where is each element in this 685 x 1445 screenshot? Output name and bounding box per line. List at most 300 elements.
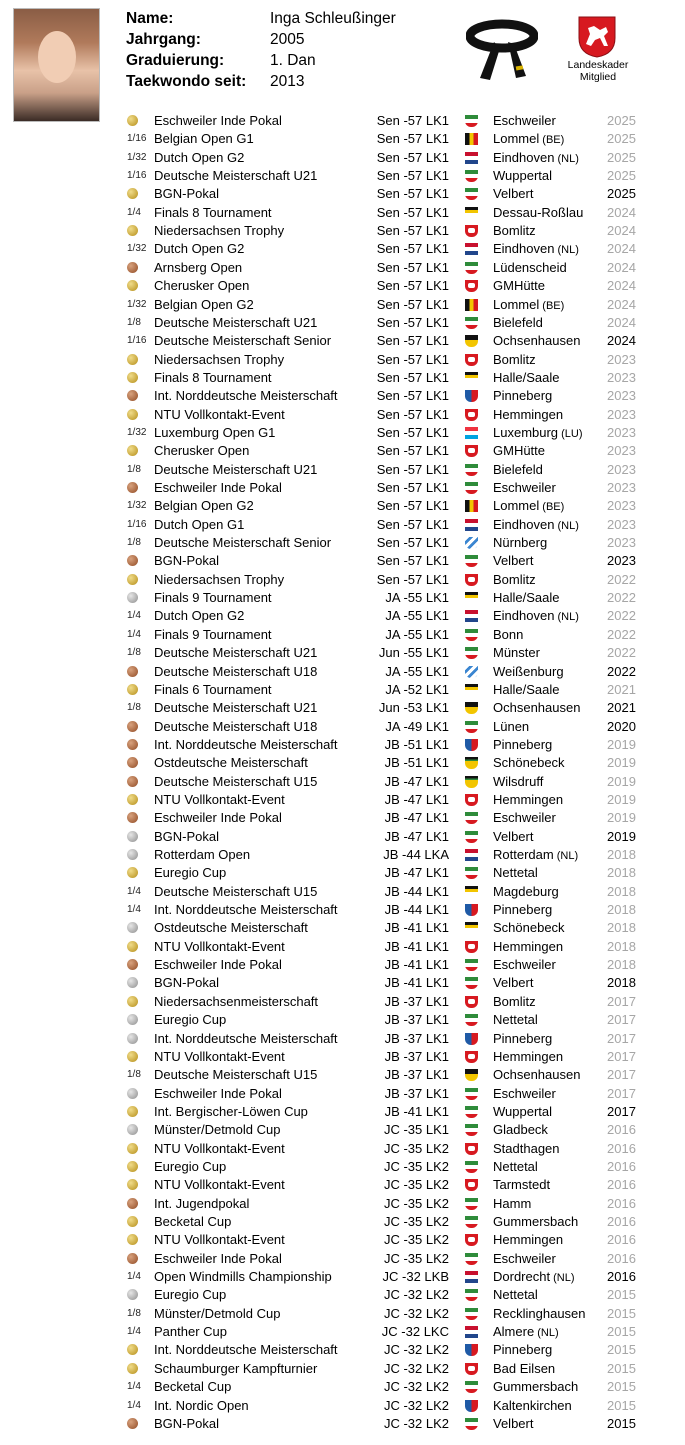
name-value: Inga Schleußinger — [270, 10, 396, 27]
event-name: Münster/Detmold Cup — [154, 1305, 281, 1321]
nds-flag-icon — [465, 354, 478, 366]
nds-flag-icon — [465, 1234, 478, 1246]
since-value: 2013 — [270, 73, 305, 90]
event-name: Deutsche Meisterschaft U15 — [154, 883, 318, 899]
gold-medal-icon — [127, 1179, 138, 1190]
silver-medal-icon — [127, 1289, 138, 1300]
event-city: Dessau-Roßlau — [493, 204, 584, 220]
table-row — [0, 1158, 685, 1176]
event-name: Niedersachsen Trophy — [154, 571, 285, 587]
event-name: Finals 9 Tournament — [154, 626, 272, 642]
event-city: Bonn — [493, 626, 524, 642]
event-city: Lommel (BE) — [493, 296, 565, 312]
weight-class: JC -32 LK2 — [383, 1415, 449, 1431]
event-year: 2016 — [607, 1140, 636, 1156]
table-row — [0, 644, 685, 662]
placement-fraction: 1/4 — [127, 904, 141, 916]
event-year: 2021 — [607, 700, 636, 716]
table-row — [0, 699, 685, 717]
placement-fraction: 1/4 — [127, 1381, 141, 1393]
event-city: Velbert — [493, 1415, 534, 1431]
placement-fraction: 1/4 — [127, 885, 141, 897]
placement-fraction: 1/8 — [127, 647, 141, 659]
table-row — [0, 1213, 685, 1231]
event-year: 2022 — [607, 608, 636, 624]
event-name: Rotterdam Open — [154, 847, 251, 862]
sh-flag-icon — [465, 390, 478, 402]
table-row — [0, 406, 685, 424]
table-row — [0, 424, 685, 442]
event-city: Hamm — [493, 1195, 532, 1211]
nrw-flag-icon — [465, 647, 478, 659]
nds-flag-icon — [465, 225, 478, 237]
event-year: 2023 — [607, 553, 636, 569]
nrw-flag-icon — [465, 482, 478, 494]
event-year: 2023 — [607, 351, 636, 367]
event-name: NTU Vollkontakt-Event — [154, 1140, 285, 1156]
by-flag-icon — [465, 537, 478, 549]
table-row — [0, 222, 685, 240]
event-city: Eschweiler — [493, 113, 556, 128]
sh-flag-icon — [465, 1033, 478, 1045]
nrw-flag-icon — [465, 317, 478, 329]
nrw-flag-icon — [465, 1198, 478, 1210]
event-year: 2018 — [607, 920, 636, 936]
event-city: Dordrecht (NL) — [493, 1269, 575, 1285]
weight-class: JC -32 LKB — [382, 1269, 449, 1285]
event-year: 2016 — [607, 1269, 636, 1285]
event-name: Dutch Open G2 — [154, 149, 245, 165]
bronze-medal-icon — [127, 959, 138, 970]
table-row — [0, 1250, 685, 1268]
event-city: Ochsenhausen — [493, 333, 581, 349]
event-city: Velbert — [493, 553, 534, 569]
event-year: 2022 — [607, 571, 636, 587]
weight-class: JC -35 LK2 — [383, 1214, 449, 1229]
table-row — [0, 277, 685, 295]
event-year: 2024 — [607, 296, 636, 312]
event-name: BGN-Pokal — [154, 1415, 220, 1431]
weight-class: JC -35 LK2 — [383, 1158, 449, 1174]
event-year: 2020 — [607, 718, 636, 734]
bw-flag-icon — [465, 702, 478, 714]
nl-flag-icon — [465, 849, 478, 861]
event-name: Int. Bergischer-Löwen Cup — [154, 1103, 308, 1119]
gold-medal-icon — [127, 188, 138, 199]
weight-class: Jun -53 LK1 — [378, 700, 449, 716]
event-year: 2024 — [607, 314, 636, 330]
event-name: NTU Vollkontakt-Event — [154, 1048, 285, 1064]
weight-class: Sen -57 LK1 — [376, 149, 449, 165]
event-name: NTU Vollkontakt-Event — [154, 938, 285, 954]
event-city: Hemmingen — [493, 791, 564, 807]
event-year: 2023 — [607, 388, 636, 404]
be-flag-icon — [465, 299, 478, 311]
event-city: Bomlitz — [493, 223, 536, 239]
event-year: 2018 — [607, 847, 636, 862]
table-row — [0, 1048, 685, 1066]
table-row — [0, 1121, 685, 1139]
event-city: Eindhoven (NL) — [493, 241, 579, 257]
table-row — [0, 167, 685, 185]
event-year: 2015 — [607, 1324, 636, 1340]
event-name: Deutsche Meisterschaft U21 — [154, 314, 318, 330]
table-row — [0, 626, 685, 644]
event-year: 2023 — [607, 369, 636, 385]
gold-medal-icon — [127, 372, 138, 383]
bw-flag-icon — [465, 335, 478, 347]
event-name: Eschweiler Inde Pokal — [154, 810, 282, 826]
weight-class: Sen -57 LK1 — [376, 480, 449, 495]
weight-class: Sen -57 LK1 — [376, 278, 449, 294]
event-city: Bielefeld — [493, 314, 543, 330]
event-city: Velbert — [493, 975, 534, 991]
event-name: Int. Jugendpokal — [154, 1195, 250, 1211]
bronze-medal-icon — [127, 812, 138, 823]
event-city: Wuppertal — [493, 168, 553, 184]
weight-class: JB -41 LK1 — [384, 1103, 449, 1119]
event-year: 2019 — [607, 791, 636, 807]
nrw-flag-icon — [465, 721, 478, 733]
event-city: Hemmingen — [493, 1232, 564, 1248]
event-year: 2017 — [607, 1103, 636, 1119]
table-row — [0, 846, 685, 864]
nrw-flag-icon — [465, 1106, 478, 1118]
weight-class: JC -32 LK2 — [383, 1342, 449, 1358]
weight-class: JA -52 LK1 — [385, 681, 449, 697]
placement-fraction: 1/4 — [127, 610, 141, 622]
event-year: 2017 — [607, 1067, 636, 1083]
placement-fraction: 1/8 — [127, 702, 141, 714]
event-year: 2017 — [607, 1012, 636, 1028]
nrw-flag-icon — [465, 464, 478, 476]
weight-class: JB -41 LK1 — [384, 975, 449, 991]
event-name: Eschweiler Inde Pokal — [154, 480, 282, 495]
event-city: Pinneberg — [493, 1342, 553, 1358]
event-name: Becketal Cup — [154, 1214, 232, 1229]
by-flag-icon — [465, 666, 478, 678]
nrw-flag-icon — [465, 1088, 478, 1100]
event-city: Nettetal — [493, 1158, 538, 1174]
st-flag-icon — [465, 372, 478, 384]
event-name: Belgian Open G2 — [154, 498, 254, 514]
table-row — [0, 1011, 685, 1029]
gold-medal-icon — [127, 941, 138, 952]
event-city: Magdeburg — [493, 883, 559, 899]
table-row — [0, 828, 685, 846]
event-name: Dutch Open G2 — [154, 241, 245, 257]
bronze-medal-icon — [127, 739, 138, 750]
gold-medal-icon — [127, 1344, 138, 1355]
table-row — [0, 112, 685, 130]
event-year: 2023 — [607, 480, 636, 495]
event-city: Nürnberg — [493, 535, 548, 551]
event-name: Deutsche Meisterschaft U18 — [154, 718, 318, 734]
weight-class: JB -41 LK1 — [384, 920, 449, 936]
event-city: Lommel (BE) — [493, 131, 565, 147]
weight-class: Sen -57 LK1 — [376, 388, 449, 404]
nds-flag-icon — [465, 574, 478, 586]
table-row — [0, 1286, 685, 1304]
table-row — [0, 681, 685, 699]
event-name: Deutsche Meisterschaft U15 — [154, 773, 318, 789]
nds-flag-icon — [465, 445, 478, 457]
event-city: Lommel (BE) — [493, 498, 565, 514]
event-city: Almere (NL) — [493, 1324, 559, 1340]
nds-flag-icon — [465, 996, 478, 1008]
weight-class: JC -32 LK2 — [383, 1305, 449, 1321]
event-year: 2018 — [607, 865, 636, 881]
event-year: 2019 — [607, 773, 636, 789]
event-year: 2016 — [607, 1122, 636, 1138]
st-flag-icon — [465, 207, 478, 219]
weight-class: Sen -57 LK1 — [376, 553, 449, 569]
event-city: Gladbeck — [493, 1122, 548, 1138]
nds-flag-icon — [465, 1363, 478, 1375]
event-city: Pinneberg — [493, 902, 553, 918]
placement-fraction: 1/32 — [127, 151, 147, 163]
country-code: (NL) — [554, 519, 579, 532]
event-name: BGN-Pokal — [154, 975, 220, 991]
weight-class: Sen -57 LK1 — [376, 571, 449, 587]
event-name: NTU Vollkontakt-Event — [154, 406, 285, 422]
event-city: Bielefeld — [493, 461, 543, 477]
event-year: 2023 — [607, 498, 636, 514]
placement-fraction: 1/32 — [127, 298, 147, 310]
nl-flag-icon — [465, 243, 478, 255]
weight-class: Jun -55 LK1 — [378, 645, 449, 661]
event-name: Finals 8 Tournament — [154, 204, 272, 220]
sn-flag-icon — [465, 757, 478, 769]
event-year: 2017 — [607, 993, 636, 1009]
st-flag-icon — [465, 592, 478, 604]
table-row — [0, 332, 685, 350]
weight-class: JB -47 LK1 — [384, 810, 449, 826]
silver-medal-icon — [127, 592, 138, 603]
event-name: Arnsberg Open — [154, 259, 243, 275]
country-code: (LU) — [558, 427, 583, 440]
event-name: Int. Norddeutsche Meisterschaft — [154, 1030, 338, 1046]
weight-class: Sen -57 LK1 — [376, 186, 449, 202]
gold-medal-icon — [127, 684, 138, 695]
table-row — [0, 1195, 685, 1213]
bronze-medal-icon — [127, 482, 138, 493]
table-row — [0, 1305, 685, 1323]
event-year: 2025 — [607, 113, 636, 128]
event-name: Deutsche Meisterschaft Senior — [154, 535, 332, 551]
placement-fraction: 1/16 — [127, 518, 147, 530]
table-row — [0, 351, 685, 369]
table-row — [0, 516, 685, 534]
weight-class: JB -44 LK1 — [384, 883, 449, 899]
weight-class: JB -44 LKA — [383, 847, 449, 862]
nrw-flag-icon — [465, 812, 478, 824]
weight-class: JC -32 LK2 — [383, 1360, 449, 1376]
event-city: Hemmingen — [493, 938, 564, 954]
table-row — [0, 1085, 685, 1103]
table-row — [0, 442, 685, 460]
table-row — [0, 497, 685, 515]
table-row — [0, 993, 685, 1011]
event-name: BGN-Pokal — [154, 828, 220, 844]
table-row — [0, 809, 685, 827]
placement-fraction: 1/16 — [127, 170, 147, 182]
weight-class: Sen -57 LK1 — [376, 351, 449, 367]
event-city: Eschweiler — [493, 1085, 556, 1101]
event-year: 2017 — [607, 1085, 636, 1101]
table-row — [0, 534, 685, 552]
year-label: Jahrgang: — [126, 31, 201, 48]
nrw-flag-icon — [465, 831, 478, 843]
silver-medal-icon — [127, 1088, 138, 1099]
table-row — [0, 938, 685, 956]
table-row — [0, 718, 685, 736]
event-year: 2019 — [607, 810, 636, 826]
table-row — [0, 1140, 685, 1158]
event-year: 2024 — [607, 241, 636, 257]
table-row — [0, 1397, 685, 1415]
weight-class: JA -55 LK1 — [385, 608, 449, 624]
table-row — [0, 1176, 685, 1194]
placement-fraction: 1/4 — [127, 628, 141, 640]
weight-class: JA -55 LK1 — [385, 626, 449, 642]
event-name: Becketal Cup — [154, 1379, 232, 1395]
bronze-medal-icon — [127, 666, 138, 677]
event-year: 2024 — [607, 223, 636, 239]
gold-medal-icon — [127, 996, 138, 1007]
gold-medal-icon — [127, 354, 138, 365]
weight-class: JC -35 LK1 — [383, 1122, 449, 1138]
event-year: 2022 — [607, 626, 636, 642]
placement-fraction: 1/32 — [127, 243, 147, 255]
event-name: Dutch Open G1 — [154, 516, 245, 532]
event-name: Finals 6 Tournament — [154, 681, 272, 697]
gold-medal-icon — [127, 280, 138, 291]
nrw-flag-icon — [465, 115, 478, 127]
event-name: Ostdeutsche Meisterschaft — [154, 920, 308, 936]
weight-class: JB -47 LK1 — [384, 791, 449, 807]
country-code: (BE) — [539, 299, 565, 312]
event-name: NTU Vollkontakt-Event — [154, 1177, 285, 1193]
event-year: 2018 — [607, 902, 636, 918]
sn-flag-icon — [465, 776, 478, 788]
event-name: Belgian Open G1 — [154, 131, 254, 147]
table-row — [0, 461, 685, 479]
weight-class: JB -44 LK1 — [384, 902, 449, 918]
event-year: 2018 — [607, 883, 636, 899]
event-name: Luxemburg Open G1 — [154, 424, 276, 440]
nrw-flag-icon — [465, 1308, 478, 1320]
event-name: Deutsche Meisterschaft U21 — [154, 461, 318, 477]
event-year: 2023 — [607, 461, 636, 477]
weight-class: Sen -57 LK1 — [376, 369, 449, 385]
placement-fraction: 1/8 — [127, 537, 141, 549]
event-city: Lünen — [493, 718, 530, 734]
profile-photo — [13, 8, 100, 122]
placement-fraction: 1/16 — [127, 335, 147, 347]
gold-medal-icon — [127, 1143, 138, 1154]
weight-class: JC -35 LK2 — [383, 1177, 449, 1193]
weight-class: JB -41 LK1 — [384, 957, 449, 973]
event-year: 2024 — [607, 204, 636, 220]
event-city: Nettetal — [493, 1287, 538, 1303]
weight-class: Sen -57 LK1 — [376, 314, 449, 330]
lu-flag-icon — [465, 427, 478, 439]
event-name: Open Windmills Championship — [154, 1269, 332, 1285]
event-year: 2016 — [607, 1232, 636, 1248]
nl-flag-icon — [465, 1271, 478, 1283]
event-name: Int. Norddeutsche Meisterschaft — [154, 1342, 338, 1358]
placement-fraction: 1/4 — [127, 1271, 141, 1283]
table-row — [0, 387, 685, 405]
weight-class: Sen -57 LK1 — [376, 259, 449, 275]
placement-fraction: 1/8 — [127, 1307, 141, 1319]
table-row — [0, 149, 685, 167]
event-year: 2015 — [607, 1342, 636, 1358]
event-city: Lüdenscheid — [493, 259, 567, 275]
event-name: NTU Vollkontakt-Event — [154, 1232, 285, 1248]
weight-class: JB -37 LK1 — [384, 1048, 449, 1064]
event-year: 2016 — [607, 1250, 636, 1266]
gold-medal-icon — [127, 867, 138, 878]
table-row — [0, 956, 685, 974]
bronze-medal-icon — [127, 555, 138, 566]
table-row — [0, 1378, 685, 1396]
event-year: 2015 — [607, 1379, 636, 1395]
event-city: Eschweiler — [493, 810, 556, 826]
weight-class: JB -37 LK1 — [384, 1012, 449, 1028]
table-row — [0, 1103, 685, 1121]
weight-class: Sen -57 LK1 — [376, 333, 449, 349]
weight-class: Sen -57 LK1 — [376, 406, 449, 422]
event-name: Deutsche Meisterschaft U15 — [154, 1067, 318, 1083]
placement-fraction: 1/8 — [127, 316, 141, 328]
weight-class: JB -41 LK1 — [384, 938, 449, 954]
event-name: Int. Nordic Open — [154, 1397, 249, 1413]
table-row — [0, 571, 685, 589]
event-name: Panther Cup — [154, 1324, 227, 1340]
event-name: Niedersachsen Trophy — [154, 351, 285, 367]
table-row — [0, 314, 685, 332]
event-city: Halle/Saale — [493, 590, 560, 606]
event-name: Int. Norddeutsche Meisterschaft — [154, 388, 338, 404]
event-city: Tarmstedt — [493, 1177, 551, 1193]
event-name: Finals 8 Tournament — [154, 369, 272, 385]
nds-flag-icon — [465, 794, 478, 806]
event-city: Nettetal — [493, 865, 538, 881]
event-year: 2015 — [607, 1360, 636, 1376]
nrw-flag-icon — [465, 1216, 478, 1228]
nds-flag-icon — [465, 280, 478, 292]
table-row — [0, 369, 685, 387]
event-year: 2019 — [607, 755, 636, 771]
event-name: Cherusker Open — [154, 443, 250, 459]
nrw-flag-icon — [465, 1418, 478, 1430]
table-row — [0, 901, 685, 919]
event-city: Kaltenkirchen — [493, 1397, 572, 1413]
event-city: Gummersbach — [493, 1214, 579, 1229]
event-year: 2016 — [607, 1177, 636, 1193]
face — [38, 31, 76, 83]
event-name: BGN-Pokal — [154, 186, 220, 202]
event-year: 2023 — [607, 443, 636, 459]
table-row — [0, 296, 685, 314]
weight-class: JC -32 LKC — [381, 1324, 449, 1340]
event-year: 2023 — [607, 535, 636, 551]
weight-class: JC -32 LK2 — [383, 1397, 449, 1413]
nl-flag-icon — [465, 519, 478, 531]
event-city: Pinneberg — [493, 736, 553, 752]
